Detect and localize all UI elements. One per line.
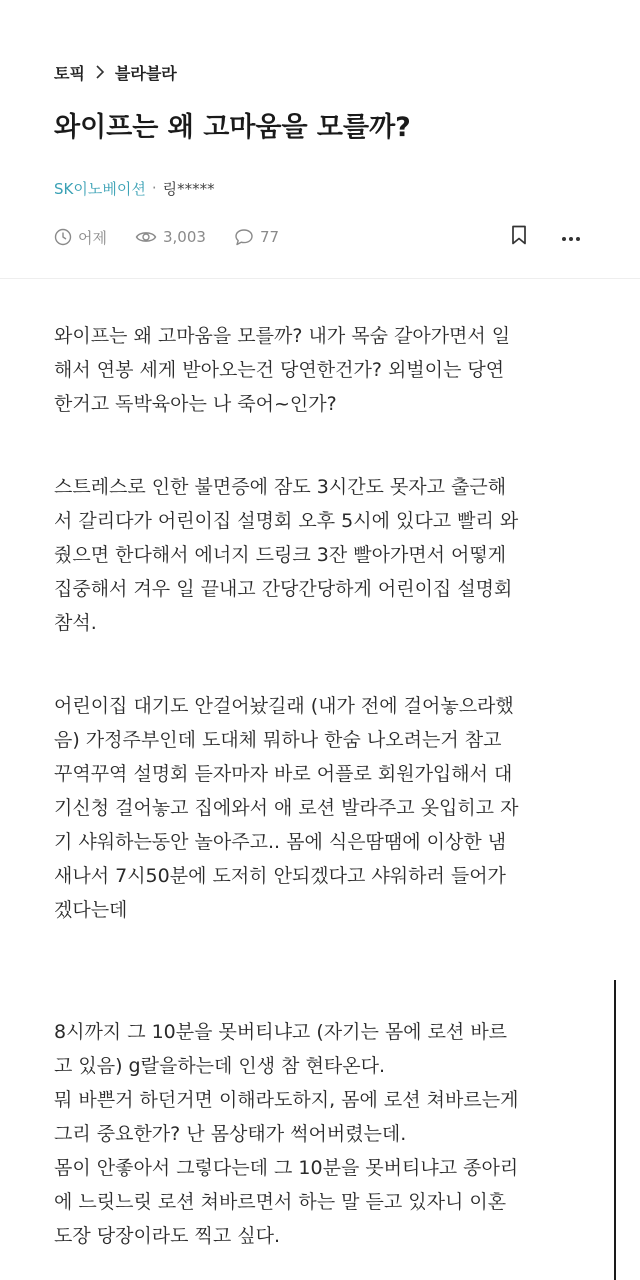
- paragraph-line: 서 갈리다가 어린이집 설명회 오후 5시에 있다고 빨리 와: [54, 510, 519, 532]
- post-views: [135, 228, 206, 246]
- paragraph-line: 8시까지 그 10분을 못버티냐고 (자기는 몸에 로션 바르: [54, 1021, 508, 1043]
- post-paragraph-3: [54, 689, 614, 927]
- breadcrumb-topic-link[interactable]: 블라블라: [114, 63, 177, 83]
- author-company-link[interactable]: SK이노베이션: [54, 179, 146, 198]
- more-horizontal-icon: [561, 228, 581, 246]
- author-nickname: 링*****: [162, 179, 215, 198]
- paragraph-line: 스트레스로 인한 불면증에 잠도 3시간도 못자고 출근해: [54, 476, 507, 498]
- scrollbar[interactable]: [614, 980, 616, 1280]
- paragraph-line: 뭐 바쁜거 하던거면 이해라도하지, 몸에 로션 쳐바르는게: [54, 1089, 519, 1111]
- paragraph-line: 그리 중요한가? 난 몸상태가 썩어버렸는데.: [54, 1123, 407, 1145]
- paragraph-line: 기 샤워하는동안 놀아주고.. 몸에 식은땀땜에 이상한 냄: [54, 831, 507, 853]
- post-time: [54, 227, 107, 248]
- header-divider: [0, 278, 640, 279]
- paragraph-line: 음) 가정주부인데 도대체 뭐하나 한숨 나오려는거 참고: [54, 729, 502, 751]
- post-time-label: 어제: [78, 228, 107, 247]
- post-title: 와이프는 왜 고마움을 모를까?: [54, 112, 411, 143]
- chevron-right-icon: [85, 65, 115, 79]
- post-paragraph-2: [54, 470, 614, 640]
- eye-icon: [135, 228, 163, 246]
- more-options-button[interactable]: [556, 222, 586, 252]
- breadcrumb-section-link[interactable]: 토픽: [54, 63, 85, 83]
- breadcrumb: [54, 60, 177, 84]
- clock-icon: [54, 228, 78, 246]
- paragraph-line: 참석.: [54, 612, 97, 634]
- paragraph-line: 집중해서 겨우 일 끝내고 간당간당하게 어린이집 설명회: [54, 578, 513, 600]
- paragraph-line: 새나서 7시50분에 도저히 안되겠다고 샤워하러 들어가: [54, 865, 506, 887]
- post-paragraph-4: [54, 1015, 614, 1253]
- paragraph-line: 꾸역꾸역 설명회 듣자마자 바로 어플로 회원가입해서 대: [54, 763, 513, 785]
- paragraph-line: 와이프는 왜 고마움을 모를까? 내가 목숨 갈아가면서 일: [54, 325, 511, 347]
- bookmark-button[interactable]: [504, 222, 534, 252]
- author-info: [54, 176, 215, 200]
- paragraph-line: 몸이 안좋아서 그렇다는데 그 10분을 못버티냐고 종아리: [54, 1157, 519, 1179]
- paragraph-line: 해서 연봉 세게 받아오는건 당연한건가? 외벌이는 당연: [54, 359, 505, 381]
- post-comments-count: 77: [259, 228, 280, 246]
- author-separator: ·: [151, 179, 157, 197]
- paragraph-line: 에 느릿느릿 로션 쳐바르면서 하는 말 듣고 있자니 이혼: [54, 1191, 507, 1213]
- paragraph-line: 기신청 걸어놓고 집에와서 애 로션 발라주고 옷입히고 자: [54, 797, 519, 819]
- bookmark-icon: [511, 225, 527, 249]
- paragraph-line: 줬으면 한다해서 에너지 드링크 3잔 빨아가면서 어떻게: [54, 544, 507, 566]
- post-meta-bar: [54, 222, 586, 252]
- paragraph-line: 어린이집 대기도 안걸어놨길래 (내가 전에 걸어놓으라했: [54, 695, 514, 717]
- paragraph-line: 도장 당장이라도 찍고 싶다.: [54, 1225, 281, 1247]
- post-views-count: 3,003: [162, 228, 206, 246]
- paragraph-line: 겠다는데: [54, 899, 128, 921]
- paragraph-line: 한거고 독박육아는 나 죽어~인가?: [54, 393, 337, 415]
- post-paragraph-1: [54, 319, 614, 421]
- paragraph-line: 고 있음) g랄을하는데 인생 참 현타온다.: [54, 1055, 386, 1077]
- post-comments[interactable]: [234, 228, 279, 246]
- speech-bubble-icon: [234, 228, 260, 246]
